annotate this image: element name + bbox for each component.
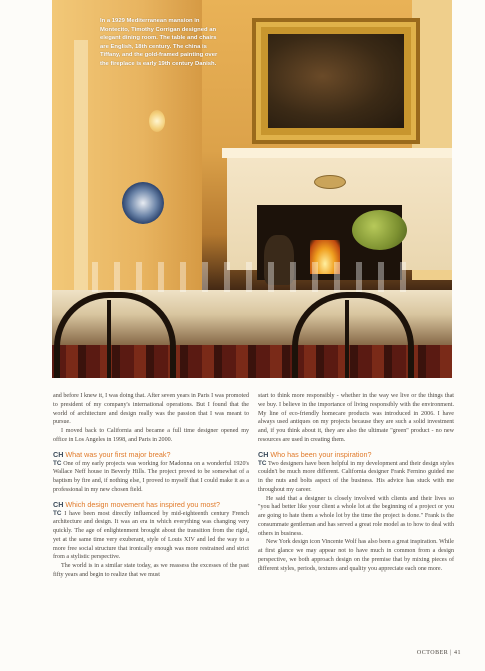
painting-canvas (268, 34, 404, 128)
question-text: Which design movement has inspired you most? (65, 499, 220, 509)
glassware (92, 262, 422, 292)
question (53, 500, 249, 509)
paragraph: He said that a designer is closely involved with clients and their lives so "you had better like your client a whole lot at the beginning of a project or you are going to hate them a whole lot by the time the project is done." Frank is the consummate gentleman and has served a great role model as to how to deal with others in business. (258, 495, 454, 537)
photo-caption: In a 1929 Mediterranean mansion in Montecito, Timothy Corrigan designed an elegant dining room. The table and chairs are English, 18th century. The china is Tiffany, and the gold-framed painting over the fireplace is early 19th century Danish. (100, 18, 218, 67)
right-column (258, 392, 454, 573)
answer-initials: TC (53, 459, 62, 467)
answer-text: I have been most directly influenced by mid-eighteenth century French architecture and design. It was an era in which everything was changing very quickly. The age of enlightenment brought about the transition from the rigid, yet at the same time very exuberant, style of Louis XIV and led the way to a more free social structure that ironically enough was more restrained and strict from a stylistic perspective. (53, 510, 249, 561)
paragraph: and before I knew it, I was doing that. After seven years in Paris I was promoted to president of my company's international operations. But I found that the world of architecture and design really was the passion that I was meant to pursue. (53, 393, 249, 426)
answer-initials: TC (53, 509, 62, 517)
interviewer-initials: CH (53, 449, 64, 459)
answer (53, 460, 249, 495)
question-text: What was your first major break? (65, 449, 171, 459)
chair-rib (107, 300, 111, 378)
answer (53, 510, 249, 563)
question-text: Who has been your inspiration? (270, 449, 372, 459)
decorative-plate (122, 182, 164, 224)
interviewer-initials: CH (53, 499, 64, 509)
paragraph: The world is in a similar state today, as we reassess the excesses of the past fifty years and begin to realize that we must (53, 563, 249, 578)
gold-framed-painting (252, 18, 420, 144)
answer-initials: TC (258, 459, 267, 467)
answer-text: One of my early projects was working for Madonna on a wonderful 1920's Wallace Neff house in Beverly Hills. The project proved to be somewhat of a baptism by fire and, if nothing else, I proved to myself that I could make it as a professional in my new chosen field. (53, 460, 249, 493)
chair-rib (345, 300, 349, 378)
paragraph: I moved back to California and became a full time designer opened my office in Los Angeles in 1998, and Paris in 2000. (53, 428, 249, 443)
left-column (53, 392, 249, 580)
interviewer-initials: CH (258, 449, 269, 459)
wall-sconce (149, 110, 165, 132)
question (258, 450, 454, 459)
page-folio: OCTOBER | 41 (416, 650, 461, 656)
question (53, 450, 249, 459)
answer-text: Two designers have been helpful in my development and their design styles couldn't be much more different. California designer Frank Fernino guided me in the nuts and bolts aspect of the business. His advice has stuck with me throughout my career. (258, 460, 454, 493)
answer (258, 460, 454, 495)
mantel-plaque (314, 175, 346, 189)
paragraph: start to think more responsibly - whether in the way we live or the things that we buy. I believe in the importance of living responsibly with the environment. My line of eco-friendly homecare products was introduced in 2006. I have always used antiques on my projects because they are such a solid investment and, if you think about it, they are also the ultimate "green" product - no new resources are used in creating them. (258, 393, 454, 443)
fruit-bowl (352, 210, 407, 250)
mantel-shelf (222, 148, 452, 158)
paragraph: New York design icon Vincente Wolf has also been a great inspiration. While at first glance we may appear not to have much in common from a design perspective, we both approach design on the premise that by mixing pieces of different styles, periods, textures and quality you appreciate each one more. (258, 539, 455, 572)
